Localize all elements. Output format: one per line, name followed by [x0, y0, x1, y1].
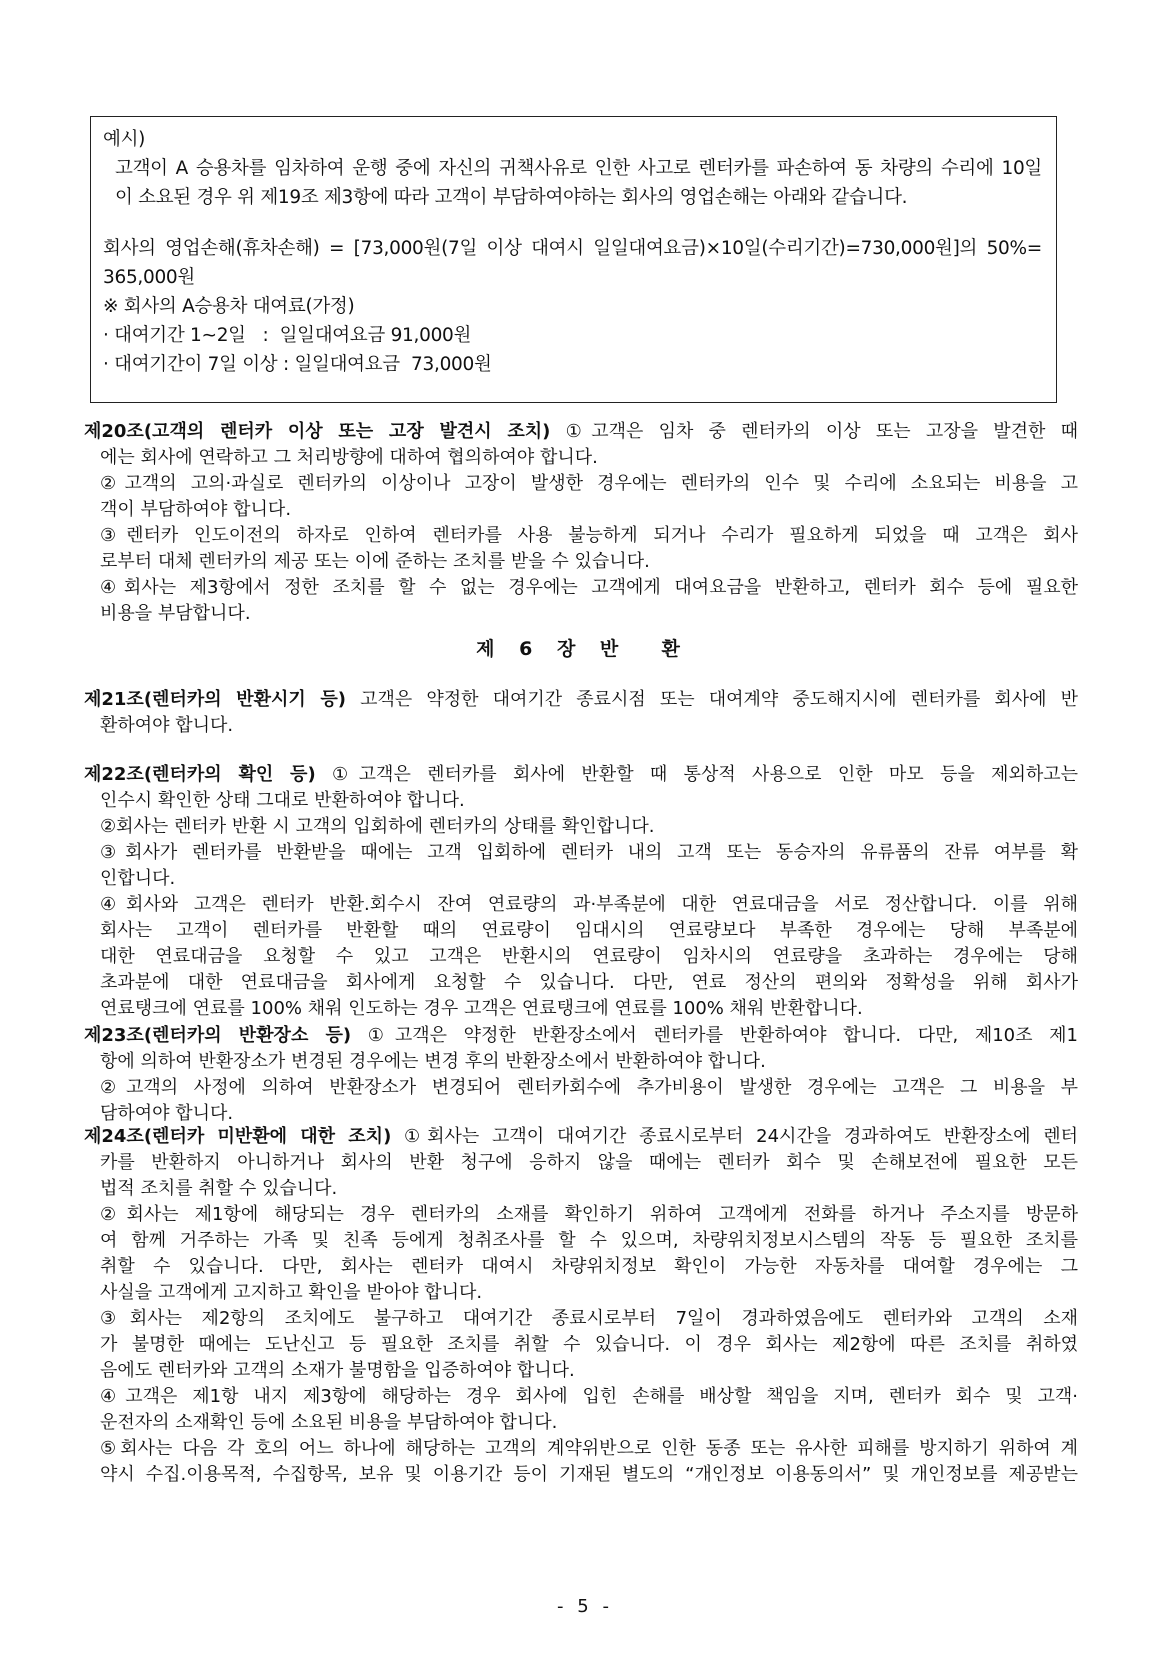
article-text: ④회사와 고객은 렌터카 반환.회수시 잔여 연료량의 과·부족분에 대한 연료대금을 서로 정산합니다. 이를 위해 [100, 894, 1078, 915]
article-text: ①회사는 고객이 대여기간 종료시로부터 24시간을 경과하여도 반환장소에 렌터 [391, 1126, 1078, 1147]
article-20 [84, 419, 1078, 627]
article-text: 로부터 대체 렌터카의 제공 또는 이에 준하는 조치를 받을 수 있습니다. [100, 551, 650, 572]
article-text: ③회사는 제2항의 조치에도 불구하고 대여기간 종료시로부터 7일이 경과하였음에도 렌터카와 고객의 소재 [100, 1308, 1078, 1329]
article-text: 운전자의 소재확인 등에 소요된 비용을 부담하여야 합니다. [100, 1412, 558, 1433]
article-23 [84, 1023, 1078, 1127]
article-text: ③렌터카 인도이전의 하자로 인하여 렌터카를 사용 불능하게 되거나 수리가 필요하게 되었을 때 고객은 회사 [100, 525, 1078, 546]
article-text: ④회사는 제3항에서 정한 조치를 할 수 없는 경우에는 고객에게 대여요금을 반환하고, 렌터카 회수 등에 필요한 [100, 577, 1078, 598]
article-text: 비용을 부담합니다. [100, 603, 251, 624]
article-text: 카를 반환하지 아니하거나 회사의 반환 청구에 응하지 않을 때에는 렌터카 회수 및 손해보전에 필요한 모든 [100, 1152, 1078, 1173]
article-heading: 제21조(렌터카의 반환시기 등) [84, 689, 347, 710]
example-box [90, 116, 1057, 403]
article-24 [84, 1124, 1078, 1488]
article-22 [84, 762, 1078, 1022]
chapter-heading-container [84, 636, 1078, 662]
chapter-heading: 제 6 장 반 환 [476, 638, 686, 660]
article-text: ②회사는 제1항에 해당되는 경우 렌터카의 소재를 확인하기 위하여 고객에게 전화를 하거나 주소지를 방문하 [100, 1204, 1078, 1225]
example-calc-line: 회사의 영업손해(휴차손해) = [73,000원(7일 이상 대여시 일일대여요금)×10일(수리기간)=730,000원]의 50%= [103, 238, 1042, 259]
article-text: ⑤회사는 다음 각 호의 어느 하나에 해당하는 고객의 계약위반으로 인한 동종 또는 유사한 피해를 방지하기 위하여 계 [100, 1438, 1078, 1459]
article-text: 회사는 고객이 렌터카를 반환할 때의 연료량이 임대시의 연료량보다 부족한 경우에는 당해 부족분에 [100, 920, 1078, 941]
article-text: 약시 수집.이용목적, 수집항목, 보유 및 이용기간 등이 기재된 별도의 “개인정보 이용동의서” 및 개인정보를 제공받는 [100, 1464, 1078, 1485]
article-text: 담하여야 합니다. [100, 1103, 234, 1124]
example-note: ※ 회사의 A승용차 대여료(가정) [103, 296, 355, 317]
article-text: ①고객은 렌터카를 회사에 반환할 때 통상적 사용으로 인한 마모 등을 제외하고는 [315, 764, 1078, 785]
article-heading: 제23조(렌터카의 반환장소 등) [84, 1025, 352, 1046]
article-text: ②고객의 고의·과실로 렌터카의 이상이나 고장이 발생한 경우에는 렌터카의 인수 및 수리에 소요되는 비용을 고 [100, 473, 1078, 494]
page-number: - 5 - [557, 1596, 613, 1617]
article-text: ③회사가 렌터카를 반환받을 때에는 고객 입회하에 렌터카 내의 고객 또는 동승자의 유류품의 잔류 여부를 확 [100, 842, 1078, 863]
example-text-line: 고객이 A 승용차를 임차하여 운행 중에 자신의 귀책사유로 인한 사고로 렌터카를 파손하여 동 차량의 수리에 10일 [115, 158, 1042, 179]
article-text: ②회사는 렌터카 반환 시 고객의 입회하에 렌터카의 상태를 확인합니다. [100, 816, 655, 837]
article-text: ①고객은 임차 중 렌터카의 이상 또는 고장을 발견한 때 [550, 421, 1078, 442]
article-text: 대한 연료대금을 요청할 수 있고 고객은 반환시의 연료량이 임차시의 연료량을 초과하는 경우에는 당해 [100, 946, 1078, 967]
example-rate-line: · 대여기간 1∼2일 : 일일대여요금 91,000원 [103, 325, 472, 346]
article-text: 객이 부담하여야 합니다. [100, 499, 292, 520]
article-text: ②고객의 사정에 의하여 반환장소가 변경되어 렌터카회수에 추가비용이 발생한 경우에는 고객은 그 비용을 부 [100, 1077, 1078, 1098]
article-heading: 제24조(렌터카 미반환에 대한 조치) [84, 1126, 392, 1147]
article-text: 음에도 렌터카와 고객의 소재가 불명함을 입증하여야 합니다. [100, 1360, 575, 1381]
article-text: 항에 의하여 반환장소가 변경된 경우에는 변경 후의 반환장소에서 반환하여야 합니다. [100, 1051, 766, 1072]
article-text: 연료탱크에 연료를 100% 채워 인도하는 경우 고객은 연료탱크에 연료를 100% 채워 반환합니다. [100, 998, 863, 1019]
article-text: 환하여야 합니다. [100, 715, 234, 736]
article-text: 가 불명한 때에는 도난신고 등 필요한 조치를 취할 수 있습니다. 이 경우 회사는 제2항에 따른 조치를 취하였 [100, 1334, 1078, 1355]
article-text: 여 함께 거주하는 가족 및 친족 등에게 청취조사를 할 수 있으며, 차량위치정보시스템의 작동 등 필요한 조치를 [100, 1230, 1078, 1251]
example-text-line: 이 소요된 경우 위 제19조 제3항에 따라 고객이 부담하여야하는 회사의 영업손해는 아래와 같습니다. [115, 187, 908, 208]
article-text: 초과분에 대한 연료대금을 회사에게 요청할 수 있습니다. 다만, 연료 정산의 편의와 정확성을 위해 회사가 [100, 972, 1078, 993]
example-calc-line: 365,000원 [103, 267, 195, 288]
example-title: 예시) [103, 129, 146, 150]
article-text: 취할 수 있습니다. 다만, 회사는 렌터카 대여시 차량위치정보 확인이 가능한 자동차를 대여할 경우에는 그 [100, 1256, 1078, 1277]
article-text: 고객은 약정한 대여기간 종료시점 또는 대여계약 중도해지시에 렌터카를 회사에 반 [346, 689, 1078, 710]
article-heading: 제22조(렌터카의 확인 등) [84, 764, 316, 785]
example-spacer [103, 212, 1042, 234]
article-text: ④고객은 제1항 내지 제3항에 해당하는 경우 회사에 입힌 손해를 배상할 책임을 지며, 렌터카 회수 및 고객· [100, 1386, 1078, 1407]
article-text: 사실을 고객에게 고지하고 확인을 받아야 합니다. [100, 1282, 483, 1303]
example-rate-line: · 대여기간이 7일 이상 : 일일대여요금 73,000원 [103, 354, 492, 375]
article-heading: 제20조(고객의 렌터카 이상 또는 고장 발견시 조치) [84, 421, 551, 442]
article-text: 법적 조치를 취할 수 있습니다. [100, 1178, 338, 1199]
article-text: 에는 회사에 연락하고 그 처리방향에 대하여 협의하여야 합니다. [100, 447, 598, 468]
article-21 [84, 687, 1078, 739]
article-text: 인수시 확인한 상태 그대로 반환하여야 합니다. [100, 790, 465, 811]
article-text: 인합니다. [100, 868, 176, 889]
article-text: ①고객은 약정한 반환장소에서 렌터카를 반환하여야 합니다. 다만, 제10조 제1 [351, 1025, 1078, 1046]
